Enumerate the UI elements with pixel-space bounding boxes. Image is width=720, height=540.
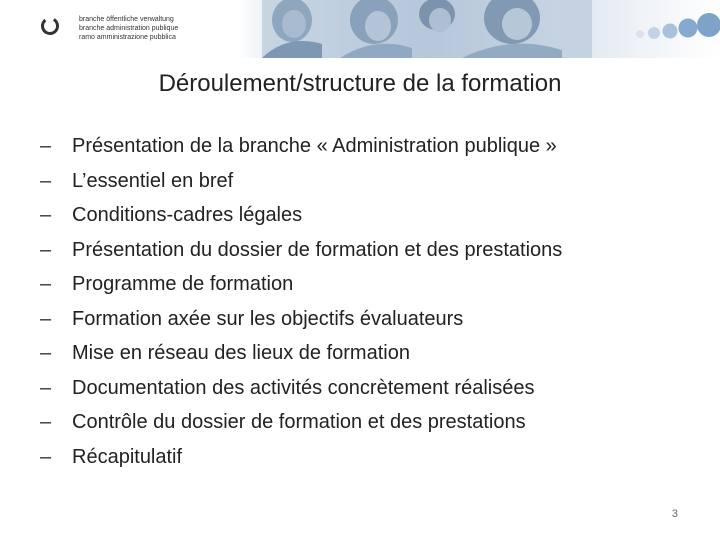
decorative-dots-icon: [610, 0, 720, 58]
list-item-text: Conditions-cadres légales: [72, 204, 303, 226]
bullet-dash: –: [40, 376, 52, 399]
bullet-dash: –: [40, 445, 52, 468]
bullet-dash: –: [40, 342, 52, 364]
list-item-text: Programme de formation: [72, 273, 294, 295]
list-item: [40, 340, 562, 375]
logo-line: ramo amministrazione pubblica: [79, 34, 176, 41]
list-item-text: Récapitulatif: [72, 445, 183, 468]
bullet-dash: –: [40, 169, 52, 192]
list-item-text: Présentation de la branche « Administration publique »: [72, 135, 557, 157]
list-item-text: Contrôle du dossier de formation et des prestations: [72, 411, 526, 433]
bullet-dash: –: [40, 135, 52, 157]
slide-title: Déroulement/structure de la formation: [158, 70, 562, 97]
agenda-list: [40, 133, 562, 478]
list-item-text: Documentation des activités concrètement réalisées: [72, 376, 535, 399]
students-photo: [262, 0, 592, 58]
bullet-dash: –: [40, 238, 52, 261]
bullet-dash: –: [40, 204, 52, 226]
list-item-text: Formation axée sur les objectifs évaluateurs: [72, 307, 464, 330]
list-item: [40, 271, 562, 306]
list-item: [40, 444, 562, 479]
bullet-dash: –: [40, 307, 52, 330]
list-item: [40, 168, 562, 203]
bullet-dash: –: [40, 411, 52, 433]
logo-ring-icon: [40, 16, 60, 36]
logo-text: [79, 15, 178, 42]
logo-line: branche administration publique: [79, 25, 179, 32]
list-item: [40, 133, 562, 168]
list-item: [40, 409, 562, 444]
header-banner: [0, 0, 720, 58]
list-item: [40, 202, 562, 237]
list-item-text: L’essentiel en bref: [72, 169, 234, 192]
logo-line: branche öffentliche verwaltung: [79, 16, 174, 23]
list-item: [40, 375, 562, 410]
list-item: [40, 306, 562, 341]
list-item: [40, 237, 562, 272]
bullet-dash: –: [40, 273, 52, 295]
list-item-text: Présentation du dossier de formation et des prestations: [72, 238, 563, 261]
page-number: 3: [671, 508, 678, 520]
list-item-text: Mise en réseau des lieux de formation: [72, 342, 410, 364]
